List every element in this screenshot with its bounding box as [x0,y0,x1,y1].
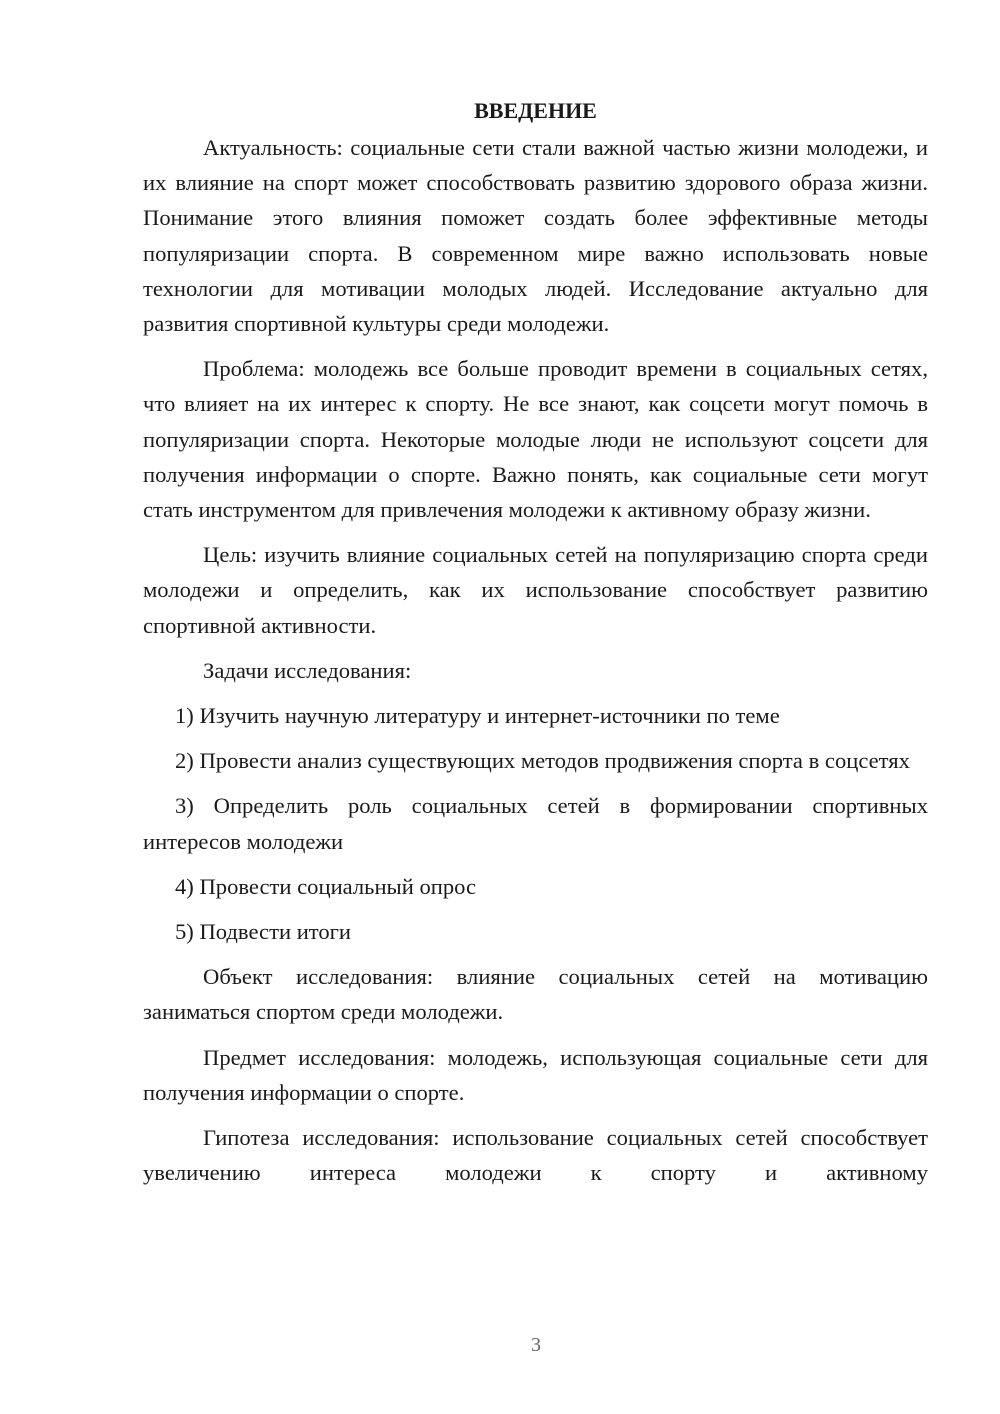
paragraph-hypothesis: Гипотеза исследования: использование социальных сетей способствует увеличению интереса молодежи к спорту и активному [143,1125,928,1186]
paragraph-problem: Проблема: молодежь все больше проводит времени в социальных сетях, что влияет на их интерес к спорту. Не все знают, как соцсети могут помочь в популяризации спорта. Некоторые молодые люди не используют соцсети для получения информации о спорте. Важно понять, как социальные сети могут стать инструментом для привлечения молодежи к активному образу жизни. [143,356,928,523]
task-item: 4) Провести социальный опрос [175,873,477,899]
paragraph-goal: Цель: изучить влияние социальных сетей на популяризацию спорта среди молодежи и определить, как их использование способствует развитию спортивной активности. [143,542,928,638]
paragraph-object: Объект исследования: влияние социальных сетей на мотивацию заниматься спортом среди молодежи. [143,964,928,1025]
task-item: 2) Провести анализ существующих методов продвижения спорта в соцсетях [175,748,910,774]
page-number: 3 [531,1334,541,1356]
paragraph-relevance: Актуальность: социальные сети стали важной частью жизни молодежи, и их влияние на спорт может способствовать развитию здорового образа жизни. Понимание этого влияния поможет создать более эффективные методы популяризации спорта. В современном мире важно использовать новые технологии для мотивации молодых людей. Исследование актуально для развития спортивной культуры среди молодежи. [143,135,928,337]
tasks-heading: Задачи исследования: [203,657,412,683]
page-content [143,93,928,1190]
task-item: 3) Определить роль социальных сетей в формировании спортивных интересов молодежи [143,793,928,854]
paragraph-subject: Предмет исследования: молодежь, использующая социальные сети для получения информации о спорте. [143,1044,928,1105]
section-title: ВВЕДЕНИЕ [474,98,597,123]
task-item: 5) Подвести итоги [175,919,352,945]
task-item: 1) Изучить научную литературу и интернет-источники по теме [175,703,780,729]
